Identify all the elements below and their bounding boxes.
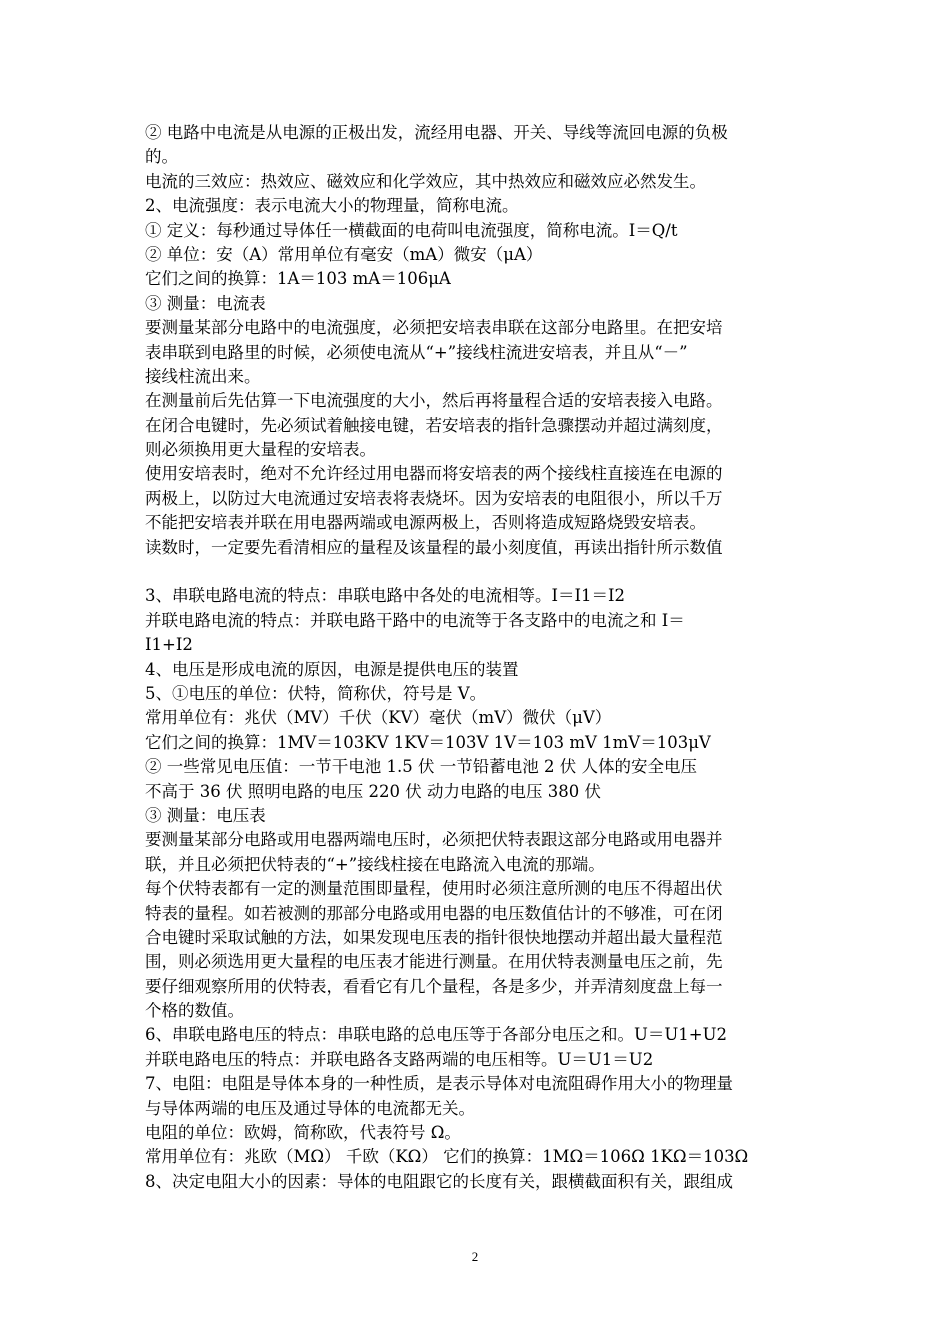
text-line: 要测量某部分电路中的电流强度，必须把安培表串联在这部分电路里。在把安培 (145, 318, 723, 338)
text-line: 特表的量程。如若被测的那部分电路或用电器的电压数值估计的不够准，可在闭 (145, 903, 723, 923)
text-line: 每个伏特表都有一定的测量范围即量程，使用时必须注意所测的电压不得超出伏 (145, 879, 723, 899)
text-line: 接线柱流出来。 (145, 366, 261, 386)
text-line: 它们之间的换算：1A＝103 mA＝106μA (145, 269, 451, 289)
page-number: 2 (471, 1249, 479, 1264)
text-line: 围，则必须选用更大量程的电压表才能进行测量。在用伏特表测量电压之前，先 (145, 952, 723, 972)
text-line: 5、①电压的单位：伏特，简称伏，符号是 V。 (145, 683, 487, 703)
text-line: 6、串联电路电压的特点：串联电路的总电压等于各部分电压之和。U＝U1+U2 (145, 1025, 728, 1045)
text-line: 与导体两端的电压及通过导体的电流都无关。 (145, 1098, 475, 1118)
text-line: 并联电路电压的特点：并联电路各支路两端的电压相等。U＝U1＝U2 (145, 1049, 654, 1069)
text-line: 要测量某部分电路或用电器两端电压时，必须把伏特表跟这部分电路或用电器并 (145, 830, 723, 850)
text-line: 常用单位有：兆伏（MV）千伏（KV）毫伏（mV）微伏（μV） (145, 708, 612, 728)
text-line: ② 一些常见电压值：一节干电池 1.5 伏 一节铅蓄电池 2 伏 人体的安全电压 (145, 757, 697, 777)
text-line: 电流的三效应：热效应、磁效应和化学效应，其中热效应和磁效应必然发生。 (145, 171, 706, 191)
text-line: 个格的数值。 (145, 1001, 244, 1021)
text-line: 合电键时采取试触的方法，如果发现电压表的指针很快地摆动并超出最大量程范 (145, 927, 723, 947)
text-line: 两极上，以防过大电流通过安培表将表烧坏。因为安培表的电阻很小，所以千万 (145, 488, 723, 508)
text-line: ① 定义：每秒通过导体任一横截面的电荷叫电流强度，简称电流。I＝Q/t (145, 220, 678, 240)
text-line: 不能把安培表并联在用电器两端或电源两极上，否则将造成短路烧毁安培表。 (145, 513, 706, 533)
text-line: 2、电流强度：表示电流大小的物理量，简称电流。 (145, 196, 519, 216)
text-line: 要仔细观察所用的伏特表，看看它有几个量程，各是多少，并弄清刻度盘上每一 (145, 976, 723, 996)
text-line: 在闭合电键时，先必须试着触接电键，若安培表的指针急骤摆动并超过满刻度， (145, 415, 723, 435)
text-line: 7、电阻：电阻是导体本身的一种性质，是表示导体对电流阻碍作用大小的物理量 (145, 1074, 733, 1094)
text-line: 在测量前后先估算一下电流强度的大小，然后再将量程合适的安培表接入电路。 (145, 391, 723, 411)
text-line: I1+I2 (145, 635, 193, 655)
text-line: 它们之间的换算：1MV＝103KV 1KV＝103V 1V＝103 mV 1mV＝103μV (145, 732, 711, 752)
text-line: 8、决定电阻大小的因素：导体的电阻跟它的长度有关，跟横截面积有关，跟组成 (145, 1171, 733, 1191)
text-line: 读数时，一定要先看清相应的量程及该量程的最小刻度值，再读出指针所示数值 (145, 537, 723, 557)
text-line: ② 单位：安（A）常用单位有毫安（mA）微安（μA） (145, 244, 543, 264)
text-line: 的。 (145, 147, 178, 167)
text-line: 3、串联电路电流的特点：串联电路中各处的电流相等。I＝I1＝I2 (145, 586, 626, 606)
text-line: 则必须换用更大量程的安培表。 (145, 440, 376, 460)
body-text (145, 121, 809, 1194)
text-line: 使用安培表时，绝对不允许经过用电器而将安培表的两个接线柱直接连在电源的 (145, 464, 723, 484)
text-line: ③ 测量：电压表 (145, 805, 266, 825)
text-line: 常用单位有：兆欧（MΩ） 千欧（KΩ） 它们的换算：1MΩ＝106Ω 1KΩ＝103Ω (145, 1147, 749, 1167)
text-line: 不高于 36 伏 照明电路的电压 220 伏 动力电路的电压 380 伏 (145, 781, 601, 801)
text-line: 表串联到电路里的时候，必须使电流从“+”接线柱流进安培表，并且从“－” (145, 342, 688, 362)
blank-line (145, 560, 809, 584)
text-line: 联，并且必须把伏特表的“+”接线柱接在电路流入电流的那端。 (145, 854, 605, 874)
text-line: 4、电压是形成电流的原因，电源是提供电压的装置 (145, 659, 519, 679)
text-line: 并联电路电流的特点：并联电路干路中的电流等于各支路中的电流之和 I＝ (145, 610, 685, 630)
text-line: ③ 测量：电流表 (145, 293, 266, 313)
text-line: ② 电路中电流是从电源的正极出发，流经用电器、开关、导线等流回电源的负极 (145, 123, 728, 142)
text-line: 电阻的单位：欧姆，简称欧，代表符号 Ω。 (145, 1123, 461, 1143)
